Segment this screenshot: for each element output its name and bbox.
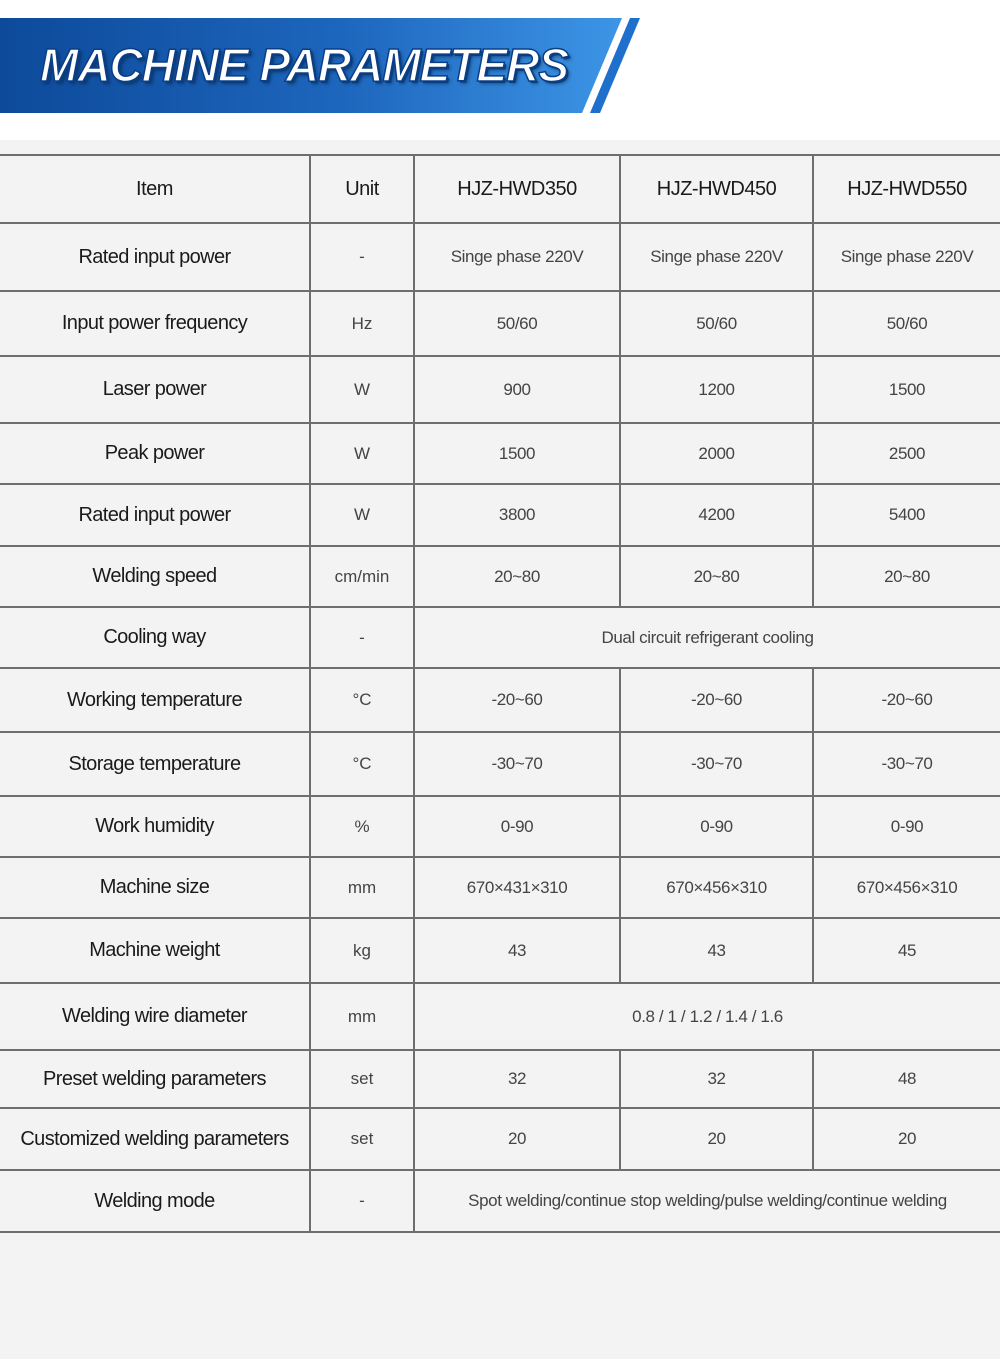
param-value: 670×431×310 (414, 857, 620, 918)
param-value-all-models: Spot welding/continue stop welding/pulse welding/continue welding (414, 1170, 1000, 1232)
param-value: -30~70 (813, 732, 1000, 796)
table-row (0, 484, 1000, 546)
param-item: Welding speed (0, 546, 310, 607)
param-value: 2500 (813, 423, 1000, 484)
param-value: 20 (414, 1108, 620, 1170)
header-model-350: HJZ-HWD350 (414, 155, 620, 223)
param-item: Storage temperature (0, 732, 310, 796)
param-item: Rated input power (0, 223, 310, 291)
param-item: Peak power (0, 423, 310, 484)
param-item: Input power frequency (0, 291, 310, 356)
table-row (0, 918, 1000, 983)
param-value: -30~70 (414, 732, 620, 796)
param-unit: mm (310, 983, 414, 1050)
header-model-550: HJZ-HWD550 (813, 155, 1000, 223)
param-value: 50/60 (414, 291, 620, 356)
header-model-450: HJZ-HWD450 (620, 155, 813, 223)
table-row (0, 423, 1000, 484)
param-value: 5400 (813, 484, 1000, 546)
param-value: -20~60 (620, 668, 813, 732)
param-value: 45 (813, 918, 1000, 983)
param-unit: W (310, 356, 414, 423)
param-value: 20 (620, 1108, 813, 1170)
param-value: Singe phase 220V (620, 223, 813, 291)
param-value: 20~80 (813, 546, 1000, 607)
param-value: 670×456×310 (813, 857, 1000, 918)
param-item: Cooling way (0, 607, 310, 668)
param-unit: °C (310, 732, 414, 796)
parameters-table (0, 154, 1000, 1233)
param-value: 50/60 (813, 291, 1000, 356)
param-unit: % (310, 796, 414, 857)
param-unit: set (310, 1050, 414, 1108)
header-unit: Unit (310, 155, 414, 223)
param-item: Welding wire diameter (0, 983, 310, 1050)
table-row (0, 668, 1000, 732)
param-value: Singe phase 220V (414, 223, 620, 291)
param-value: 43 (620, 918, 813, 983)
param-value: 43 (414, 918, 620, 983)
parameters-panel (0, 140, 1000, 1359)
param-value: 4200 (620, 484, 813, 546)
param-unit: W (310, 423, 414, 484)
param-item: Machine weight (0, 918, 310, 983)
table-row (0, 983, 1000, 1050)
table-row (0, 1108, 1000, 1170)
param-unit: kg (310, 918, 414, 983)
table-row (0, 607, 1000, 668)
table-row (0, 223, 1000, 291)
param-unit: set (310, 1108, 414, 1170)
param-value: -20~60 (813, 668, 1000, 732)
param-item: Laser power (0, 356, 310, 423)
param-item: Working temperature (0, 668, 310, 732)
table-row (0, 857, 1000, 918)
param-unit: - (310, 223, 414, 291)
param-unit: W (310, 484, 414, 546)
param-item: Rated input power (0, 484, 310, 546)
table-row (0, 1050, 1000, 1108)
table-row (0, 356, 1000, 423)
param-value: 670×456×310 (620, 857, 813, 918)
param-item: Machine size (0, 857, 310, 918)
table-row (0, 291, 1000, 356)
table-row (0, 796, 1000, 857)
param-value: 900 (414, 356, 620, 423)
param-value: 20 (813, 1108, 1000, 1170)
table-header-row (0, 155, 1000, 223)
page-title: MACHINE PARAMETERS (40, 39, 569, 91)
param-unit: Hz (310, 291, 414, 356)
param-value: 0-90 (414, 796, 620, 857)
param-value: Singe phase 220V (813, 223, 1000, 291)
param-value: -20~60 (414, 668, 620, 732)
param-value: 20~80 (414, 546, 620, 607)
param-item: Welding mode (0, 1170, 310, 1232)
param-unit: mm (310, 857, 414, 918)
param-unit: - (310, 607, 414, 668)
param-value-all-models: 0.8 / 1 / 1.2 / 1.4 / 1.6 (414, 983, 1000, 1050)
param-value: 50/60 (620, 291, 813, 356)
param-value-all-models: Dual circuit refrigerant cooling (414, 607, 1000, 668)
param-value: 1500 (414, 423, 620, 484)
param-item: Preset welding parameters (0, 1050, 310, 1108)
table-row (0, 732, 1000, 796)
param-value: -30~70 (620, 732, 813, 796)
param-value: 20~80 (620, 546, 813, 607)
header-item: Item (0, 155, 310, 223)
param-value: 0-90 (813, 796, 1000, 857)
param-value: 3800 (414, 484, 620, 546)
param-item: Work humidity (0, 796, 310, 857)
param-value: 2000 (620, 423, 813, 484)
table-row (0, 546, 1000, 607)
param-value: 48 (813, 1050, 1000, 1108)
table-row (0, 1170, 1000, 1232)
param-value: 1500 (813, 356, 1000, 423)
param-unit: °C (310, 668, 414, 732)
param-unit: cm/min (310, 546, 414, 607)
param-value: 1200 (620, 356, 813, 423)
param-value: 32 (414, 1050, 620, 1108)
param-value: 0-90 (620, 796, 813, 857)
param-unit: - (310, 1170, 414, 1232)
header-banner (0, 0, 1000, 140)
param-item: Customized welding parameters (0, 1108, 310, 1170)
param-value: 32 (620, 1050, 813, 1108)
